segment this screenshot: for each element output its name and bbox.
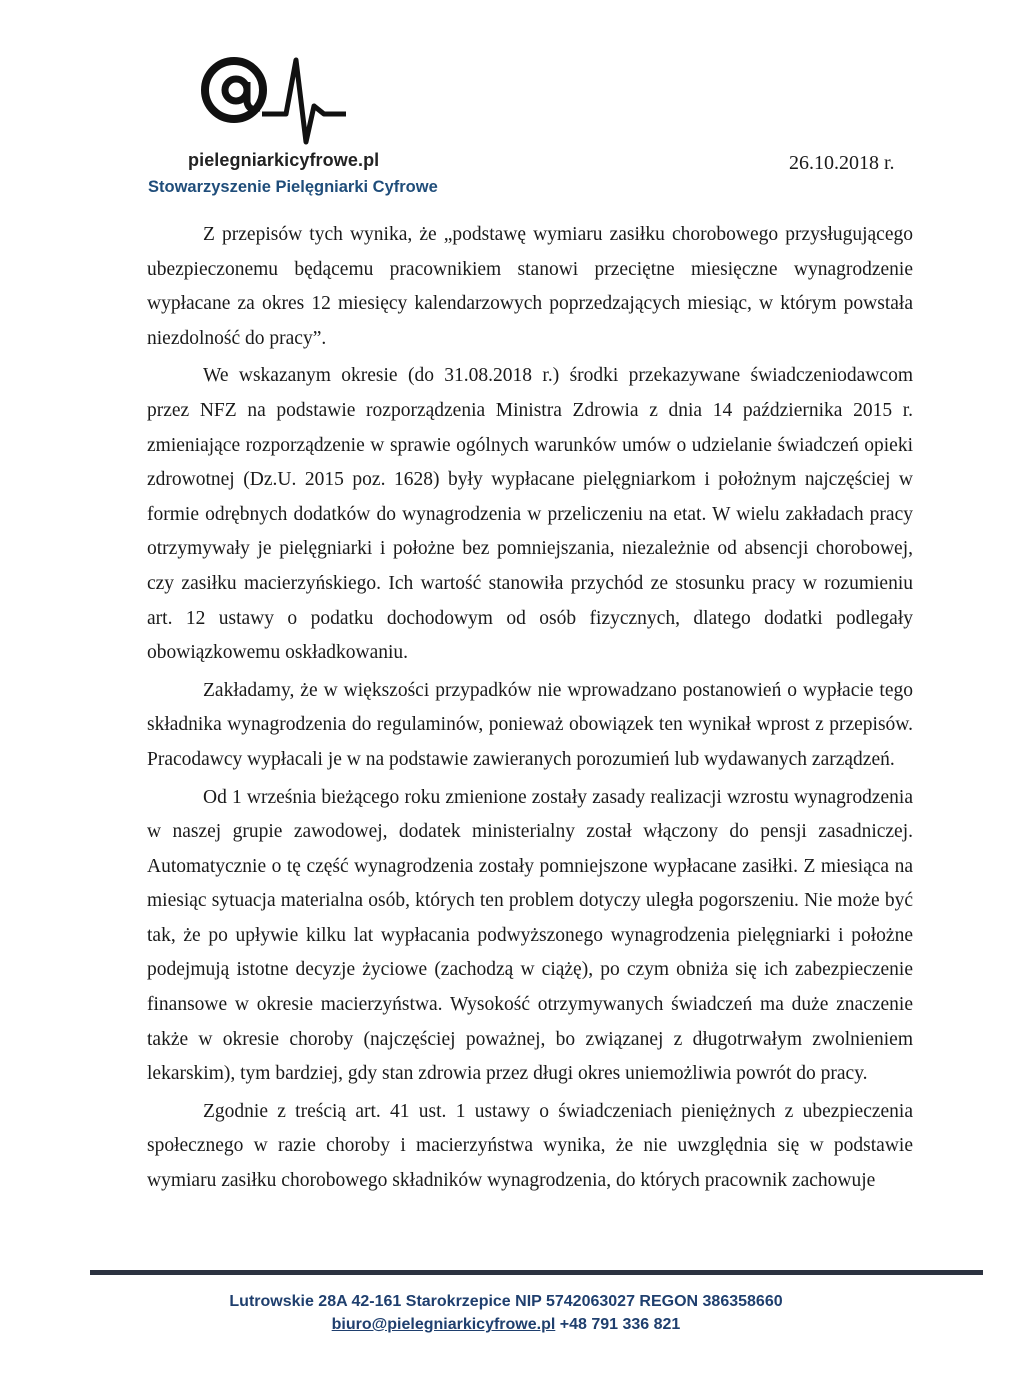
footer-phone: +48 791 336 821 bbox=[559, 1316, 681, 1333]
paragraph: Zgodnie z treścią art. 41 ust. 1 ustawy o świadczeniach pieniężnych z ubezpieczenia społecznego w razie choroby i macierzyństwa wynika, że nie uwzględnia się w podstawie wymiaru zasiłku chorobowego składników wynagrodzenia, do których pracownik zachowuje bbox=[147, 1100, 913, 1192]
paragraph: Od 1 września bieżącego roku zmienione zostały zasady realizacji wzrostu wynagrodzenia w naszej grupie zawodowej, dodatek ministerialny został włączony do pensji zasadniczej. Automatycznie o tę część wynagrodzenia zostały pomniejszone wypłacane zasiłki. Z miesiąca na miesiąc sytuacja materialna osób, których ten problem dotyczy uległa pogorszeniu. Nie może być tak, że po upływie kilku lat wypłacania podwyższonego wynagrodzenia pielęgniarki i położne podejmują istotne decyzje życiowe (zachodzą w ciążę), po czym obniża się ich zabezpieczenie finansowe w okresie macierzyństwa. Wysokość otrzymywanych świadczeń ma duże znaczenie także w okresie choroby (najczęściej poważnej, bo związanej z długotrwałym zwolnieniem lekarskim), tym bardziej, gdy stan zdrowia przez długi okres uniemożliwia powrót do pracy. bbox=[147, 786, 913, 1085]
paragraph: Z przepisów tych wynika, że „podstawę wymiaru zasiłku chorobowego przysługującego ubezpieczonemu będącemu pracownikiem stanowi przeciętne miesięczne wynagrodzenie wypłacane za okres 12 miesięcy kalendarzowych poprzedzających miesiąc, w którym powstała niezdolność do pracy”. bbox=[147, 224, 913, 349]
letter-body bbox=[147, 218, 913, 1199]
footer-contact bbox=[0, 1313, 1012, 1336]
logo-domain-text: pielegniarkicyfrowe.pl bbox=[188, 150, 380, 170]
email-link[interactable]: biuro@pielegniarkicyfrowe.pl bbox=[331, 1316, 556, 1333]
at-heartbeat-logo-icon bbox=[196, 52, 356, 152]
organization-name: Stowarzyszenie Pielęgniarki Cyfrowe bbox=[148, 178, 438, 196]
paragraph: Zakładamy, że w większości przypadków nie wprowadzano postanowień o wypłacie tego składnika wynagrodzenia do regulaminów, ponieważ obowiązek ten wynikał wprost z przepisów. Pracodawcy wypłacali je w na podstawie zawieranych porozumień lub wydawanych zarządzeń. bbox=[147, 679, 913, 770]
footer-address: Lutrowskie 28A 42-161 Starokrzepice NIP 5742063027 REGON 386358660 bbox=[229, 1293, 783, 1310]
footer-divider bbox=[90, 1270, 983, 1275]
letter-date: 26.10.2018 r. bbox=[789, 152, 895, 174]
organization-logo bbox=[196, 52, 356, 152]
footer bbox=[0, 1290, 1012, 1336]
paragraph: We wskazanym okresie (do 31.08.2018 r.) środki przekazywane świadczeniodawcom przez NFZ na podstawie rozporządzenia Ministra Zdrowia z dnia 14 października 2015 r. zmieniające rozporządzenie w sprawie ogólnych warunków umów o udzielanie świadczeń opieki zdrowotnej (Dz.U. 2015 poz. 1628) były wypłacane pielęgniarkom i położnym najczęściej w formie odrębnych dodatków do wynagrodzenia w przeliczeniu na etat. W wielu zakładach pracy otrzymywały je pielęgniarki i położne bez pomniejszania, niezależnie od absencji chorobowej, czy zasiłku macierzyńskiego. Ich wartość stanowiła przychód ze stosunku pracy w rozumieniu art. 12 ustawy o podatku dochodowym od osób fizycznych, dlatego dodatki podlegały obowiązkowemu oskładkowaniu. bbox=[147, 365, 913, 664]
